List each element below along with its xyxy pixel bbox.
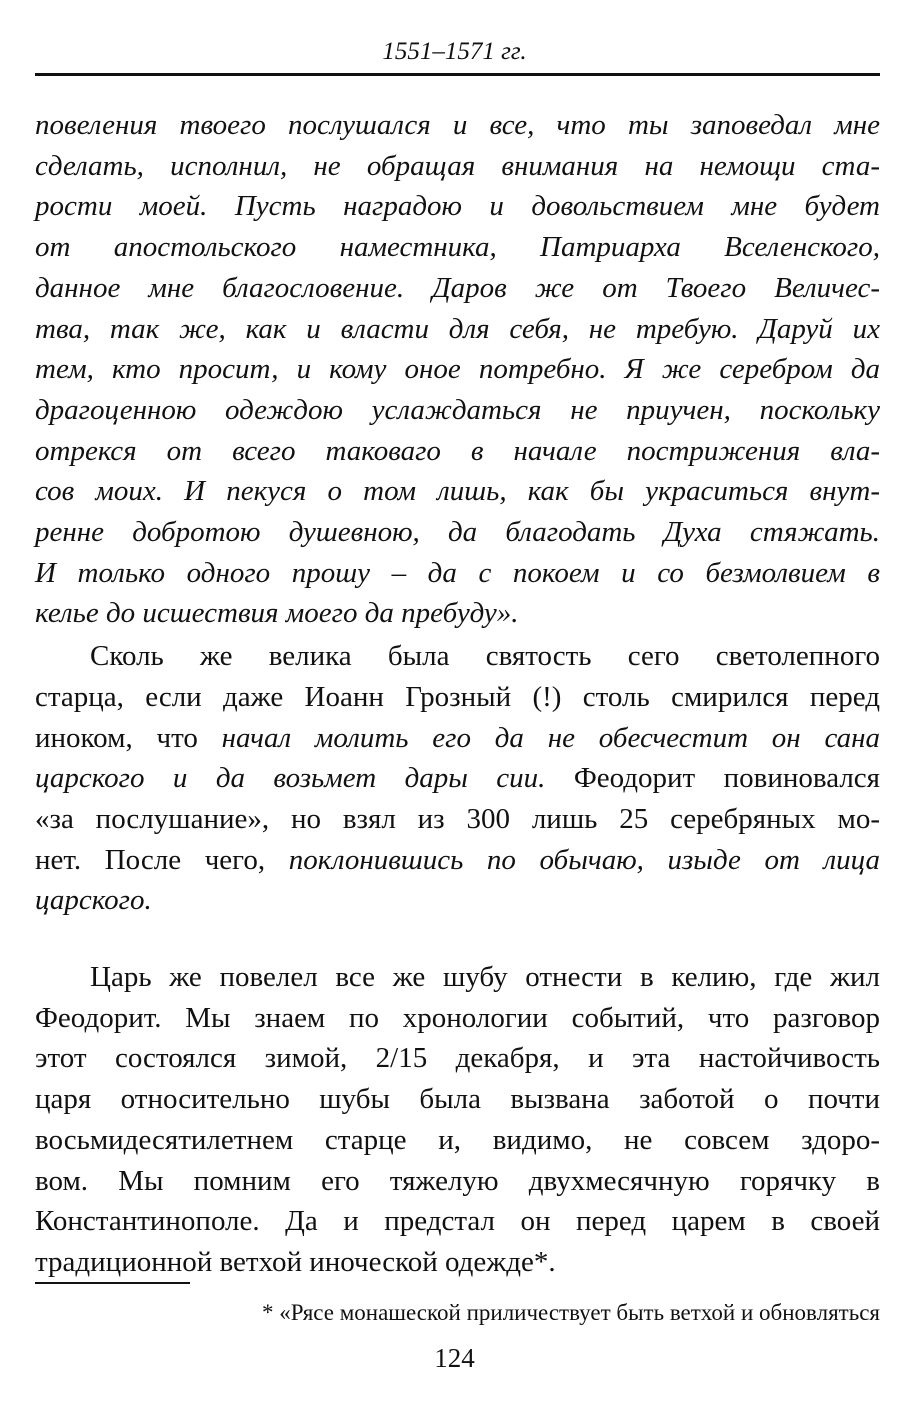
- text-line: [35, 1163, 880, 1199]
- text-line: [35, 270, 880, 306]
- text-line: [35, 801, 880, 837]
- italic-text: тем, кто просит, и кому оное потребно. Я же серебром да: [35, 353, 880, 386]
- text: старца, если даже Иоанн Грозный (!) столь смирился перед: [35, 680, 880, 713]
- text-line: [35, 720, 880, 756]
- text-line: [35, 351, 880, 387]
- text-line: [35, 229, 880, 265]
- text-line: [35, 638, 880, 674]
- text-line: [35, 842, 880, 878]
- text: Сколь же велика была святость сего светолепного: [90, 640, 880, 673]
- text-line: [35, 1040, 880, 1076]
- text: иноком, что: [35, 721, 222, 754]
- italic-text: поклонившись по обычаю, изыде от лица: [288, 843, 880, 876]
- italic-text: повеления твоего послушался и все, что ты заповедал мне: [35, 109, 880, 141]
- italic-text: рости моей. Пусть наградою и довольствием мне будет: [35, 190, 880, 223]
- italic-text: келье до исшествия моего да пребуду».: [35, 597, 519, 630]
- text: Феодорит повиновался: [573, 762, 880, 795]
- italic-text: отрекся от всего таковаго в начале пострижения вла-: [35, 434, 880, 467]
- italic-text: ренне добротою душевною, да благодать Духа стяжать.: [35, 516, 880, 548]
- running-header: 1551–1571 гг.: [382, 38, 527, 65]
- text: Царь же повелел все же шубу отнести в келию, где жил: [90, 961, 880, 993]
- text-line: [35, 473, 880, 509]
- italic-text: сов моих. И пекуся о том лишь, как бы украситься внут-: [35, 475, 880, 508]
- header-rule: [35, 73, 880, 76]
- italic-text: царского и да возьмет дары сии.: [35, 762, 574, 795]
- text-line: [35, 1122, 880, 1158]
- italic-text: царского.: [35, 884, 152, 917]
- text-line: [35, 595, 880, 631]
- text-line: [35, 433, 880, 469]
- text-line: [35, 514, 880, 550]
- footnote: * «Рясе монашеской приличествует быть ветхой и обновляться: [262, 1300, 880, 1325]
- italic-text: И только одного прошу – да с покоем и со безмолвием в: [35, 556, 880, 589]
- text-line: [35, 760, 880, 796]
- text-line: [35, 959, 880, 995]
- text: Феодорит. Мы знаем по хронологии событий, что разговор: [35, 1001, 880, 1034]
- italic-text: начал молить его да не обесчестит он сана: [221, 721, 880, 754]
- text-line: [35, 311, 880, 347]
- text: восьмидесятилетнем старце и, видимо, не совсем здоро-: [35, 1123, 880, 1156]
- text-line: [35, 679, 880, 715]
- text-line: [35, 882, 880, 918]
- footnote-rule: [35, 1282, 190, 1284]
- text-line: [35, 555, 880, 591]
- text-line: [35, 1000, 880, 1036]
- italic-text: от апостольского наместника, Патриарха Вселенского,: [35, 231, 880, 264]
- text-line: [35, 188, 880, 224]
- page-number: 124: [434, 1343, 475, 1373]
- text-line: [35, 107, 880, 143]
- text: традиционной ветхой иноческой одежде*.: [35, 1245, 556, 1278]
- text-line: [35, 1203, 880, 1239]
- text: царя относительно шубы была вызвана заботой о почти: [35, 1083, 880, 1116]
- italic-text: сделать, исполнил, не обращая внимания на немощи ста-: [35, 149, 880, 182]
- text: Константинополе. Да и предстал он перед царем в своей: [35, 1205, 880, 1238]
- text: нет. После чего,: [35, 843, 289, 876]
- italic-text: данное мне благословение. Даров же от Твоего Величес-: [35, 271, 880, 304]
- italic-text: тва, так же, как и власти для себя, не требую. Даруй их: [35, 312, 880, 345]
- text-line: [35, 1244, 880, 1280]
- text-line: [35, 148, 880, 184]
- text-line: [35, 1081, 880, 1117]
- text: «за послушание», но взял из 300 лишь 25 серебряных мо-: [35, 802, 880, 835]
- italic-text: драгоценною одеждою услаждаться не приучен, поскольку: [35, 393, 880, 426]
- text-line: [35, 392, 880, 428]
- text: этот состоялся зимой, 2/15 декабря, и эта настойчивость: [35, 1042, 880, 1075]
- text: вом. Мы помним его тяжелую двухмесячную горячку в: [35, 1164, 880, 1197]
